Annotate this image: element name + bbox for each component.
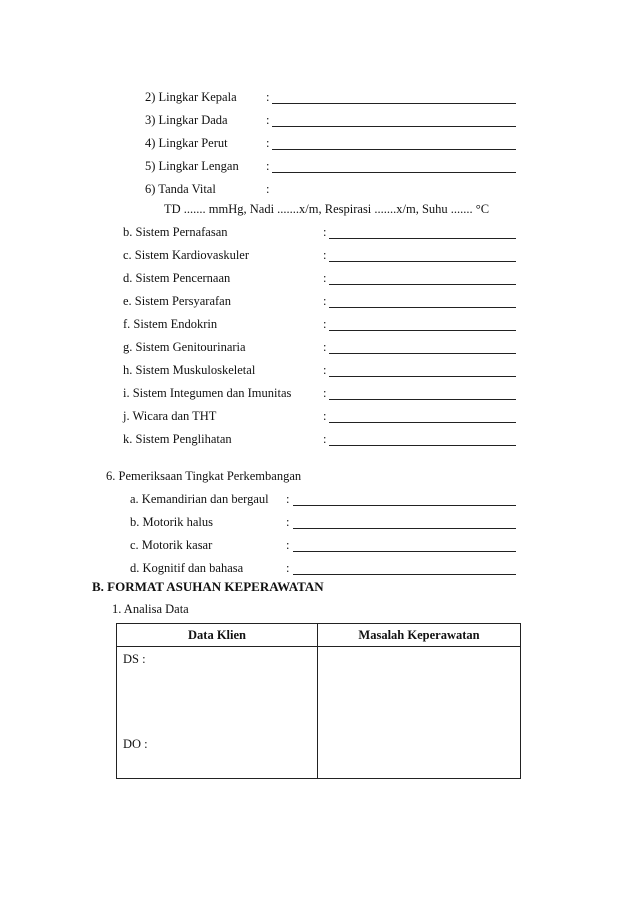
vital-label: 5) Lingkar Lengan	[145, 159, 239, 173]
system-label: g. Sistem Genitourinaria	[123, 340, 246, 354]
colon: :	[323, 271, 327, 285]
vital-label: 6) Tanda Vital	[145, 182, 216, 196]
development-label: a. Kemandirian dan bergaul	[130, 492, 269, 506]
answer-blank[interactable]	[272, 89, 516, 104]
colon: :	[323, 294, 327, 308]
table-header-row	[117, 624, 521, 647]
answer-blank[interactable]	[329, 408, 516, 423]
answer-blank[interactable]	[329, 431, 516, 446]
system-label: f. Sistem Endokrin	[123, 317, 218, 331]
answer-blank[interactable]	[293, 491, 516, 506]
answer-blank[interactable]	[329, 293, 516, 308]
answer-blank[interactable]	[272, 158, 516, 173]
colon: :	[286, 515, 290, 529]
system-label: j. Wicara dan THT	[123, 409, 217, 423]
analisa-data-table	[116, 623, 521, 779]
section-b-title: B. FORMAT ASUHAN KEPERAWATAN	[92, 579, 324, 594]
system-label: c. Sistem Kardiovaskuler	[123, 248, 250, 262]
system-label: b. Sistem Pernafasan	[123, 225, 228, 239]
do-label: DO :	[123, 737, 148, 751]
colon: :	[266, 113, 270, 127]
column-header-masalah-keperawatan: Masalah Keperawatan	[318, 624, 521, 647]
colon: :	[323, 248, 327, 262]
colon: :	[266, 159, 270, 173]
answer-blank[interactable]	[293, 537, 516, 552]
system-label: d. Sistem Pencernaan	[123, 271, 231, 285]
colon: :	[286, 561, 290, 575]
answer-blank[interactable]	[293, 514, 516, 529]
colon: :	[323, 340, 327, 354]
table-row	[117, 647, 521, 779]
answer-blank[interactable]	[329, 362, 516, 377]
ds-label: DS :	[123, 652, 146, 666]
answer-blank[interactable]	[329, 385, 516, 400]
development-label: b. Motorik halus	[130, 515, 213, 529]
colon: :	[266, 182, 270, 196]
tanda-vital-detail: TD ....... mmHg, Nadi .......x/m, Respirasi .......x/m, Suhu ....... °C	[164, 202, 490, 216]
masalah-keperawatan-cell[interactable]	[318, 647, 521, 779]
system-label: i. Sistem Integumen dan Imunitas	[123, 386, 292, 400]
colon: :	[286, 538, 290, 552]
data-klien-cell[interactable]	[117, 647, 318, 779]
answer-blank[interactable]	[329, 270, 516, 285]
colon: :	[323, 363, 327, 377]
column-header-data-klien: Data Klien	[117, 624, 318, 647]
answer-blank[interactable]	[272, 135, 516, 150]
section-6-title: 6. Pemeriksaan Tingkat Perkembangan	[106, 469, 302, 483]
colon: :	[323, 386, 327, 400]
colon: :	[323, 432, 327, 446]
development-label: d. Kognitif dan bahasa	[130, 561, 244, 575]
vital-label: 4) Lingkar Perut	[145, 136, 228, 150]
system-label: h. Sistem Muskuloskeletal	[123, 363, 256, 377]
colon: :	[266, 136, 270, 150]
answer-blank[interactable]	[329, 247, 516, 262]
development-label: c. Motorik kasar	[130, 538, 213, 552]
vital-label: 3) Lingkar Dada	[145, 113, 228, 127]
system-label: k. Sistem Penglihatan	[123, 432, 232, 446]
answer-blank[interactable]	[329, 316, 516, 331]
analisa-data-subtitle: 1. Analisa Data	[112, 602, 189, 616]
colon: :	[266, 90, 270, 104]
answer-blank[interactable]	[272, 112, 516, 127]
answer-blank[interactable]	[329, 339, 516, 354]
colon: :	[323, 409, 327, 423]
colon: :	[323, 225, 327, 239]
colon: :	[323, 317, 327, 331]
colon: :	[286, 492, 290, 506]
vital-label: 2) Lingkar Kepala	[145, 90, 237, 104]
answer-blank[interactable]	[293, 560, 516, 575]
system-label: e. Sistem Persyarafan	[123, 294, 231, 308]
answer-blank[interactable]	[329, 224, 516, 239]
